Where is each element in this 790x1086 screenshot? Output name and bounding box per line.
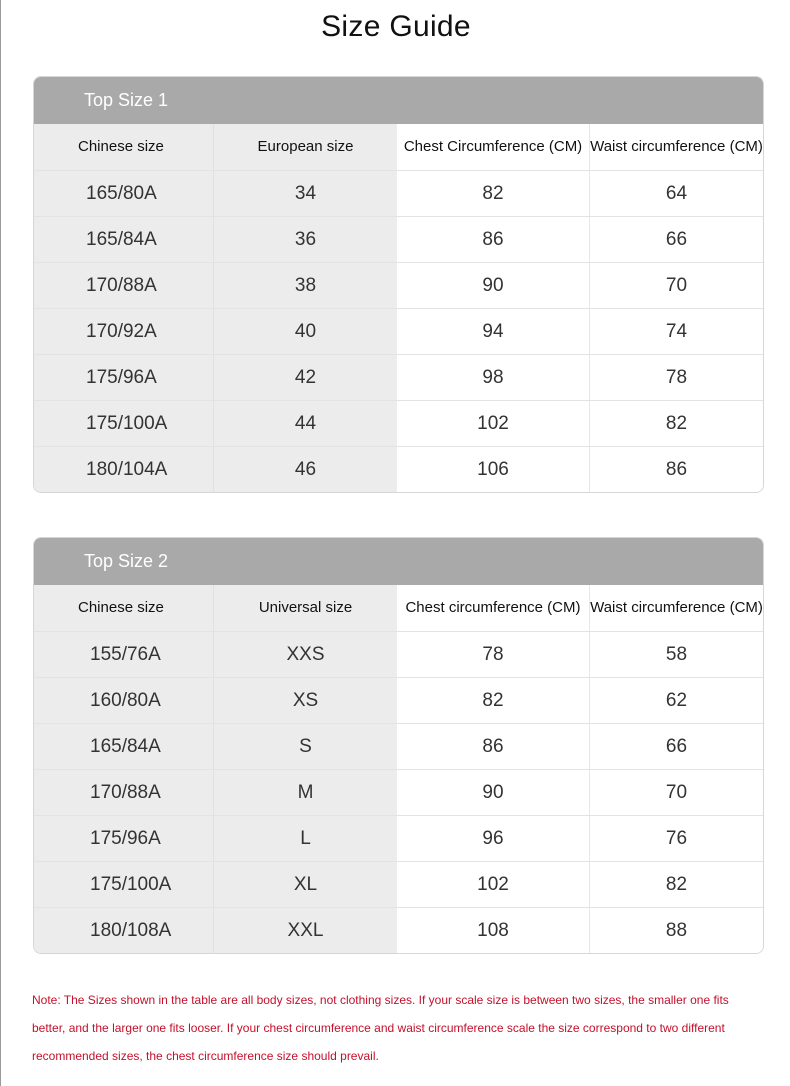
table-row bbox=[34, 262, 763, 308]
page-title: Size Guide bbox=[321, 10, 471, 43]
table-row bbox=[34, 446, 763, 492]
table-row bbox=[34, 769, 763, 815]
header-waist-circumference: Waist circumference (CM) bbox=[590, 124, 763, 170]
cell-universal-size: M bbox=[214, 770, 397, 815]
cell-european-size: 38 bbox=[214, 263, 397, 308]
header-waist-circumference: Waist circumference (CM) bbox=[590, 585, 763, 631]
cell-european-size: 44 bbox=[214, 401, 397, 446]
table-title: Top Size 2 bbox=[34, 538, 763, 585]
cell-chest: 98 bbox=[397, 355, 590, 400]
cell-chest: 94 bbox=[397, 309, 590, 354]
cell-waist: 76 bbox=[590, 816, 763, 861]
cell-chinese-size: 180/108A bbox=[34, 908, 214, 953]
table-row bbox=[34, 723, 763, 769]
table-row bbox=[34, 354, 763, 400]
table-row bbox=[34, 815, 763, 861]
table-row bbox=[34, 631, 763, 677]
cell-chinese-size: 170/92A bbox=[34, 309, 214, 354]
cell-universal-size: XL bbox=[214, 862, 397, 907]
cell-chest: 90 bbox=[397, 770, 590, 815]
cell-waist: 58 bbox=[590, 632, 763, 677]
cell-universal-size: S bbox=[214, 724, 397, 769]
cell-universal-size: L bbox=[214, 816, 397, 861]
cell-european-size: 42 bbox=[214, 355, 397, 400]
cell-universal-size: XXL bbox=[214, 908, 397, 953]
table-title: Top Size 1 bbox=[34, 77, 763, 124]
cell-chest: 78 bbox=[397, 632, 590, 677]
table-header-row bbox=[34, 585, 763, 631]
cell-european-size: 34 bbox=[214, 171, 397, 216]
cell-universal-size: XXS bbox=[214, 632, 397, 677]
cell-chinese-size: 180/104A bbox=[34, 447, 214, 492]
cell-chinese-size: 175/100A bbox=[34, 401, 214, 446]
table-row bbox=[34, 170, 763, 216]
size-table-top-size-2 bbox=[33, 537, 764, 954]
cell-chinese-size: 170/88A bbox=[34, 770, 214, 815]
cell-chest: 82 bbox=[397, 171, 590, 216]
cell-waist: 74 bbox=[590, 309, 763, 354]
table-row bbox=[34, 216, 763, 262]
cell-waist: 78 bbox=[590, 355, 763, 400]
table-row bbox=[34, 907, 763, 953]
cell-chinese-size: 160/80A bbox=[34, 678, 214, 723]
cell-chinese-size: 175/100A bbox=[34, 862, 214, 907]
cell-chest: 108 bbox=[397, 908, 590, 953]
header-chinese-size: Chinese size bbox=[34, 585, 214, 631]
table-row bbox=[34, 308, 763, 354]
size-note: Note: The Sizes shown in the table are all body sizes, not clothing sizes. If your scale size is between two sizes, the smaller one fits better, and the larger one fits looser. If your chest circumference and waist circumference scale the size correspond to two different recommended sizes, the chest circumference size should prevail. bbox=[32, 993, 729, 1063]
cell-chinese-size: 165/84A bbox=[34, 724, 214, 769]
cell-waist: 82 bbox=[590, 862, 763, 907]
header-chinese-size: Chinese size bbox=[34, 124, 214, 170]
cell-chinese-size: 175/96A bbox=[34, 816, 214, 861]
cell-chest: 102 bbox=[397, 862, 590, 907]
cell-waist: 64 bbox=[590, 171, 763, 216]
cell-chest: 86 bbox=[397, 724, 590, 769]
table-row bbox=[34, 861, 763, 907]
cell-waist: 82 bbox=[590, 401, 763, 446]
table-row bbox=[34, 400, 763, 446]
cell-chinese-size: 165/84A bbox=[34, 217, 214, 262]
cell-chest: 96 bbox=[397, 816, 590, 861]
header-universal-size: Universal size bbox=[214, 585, 397, 631]
cell-chest: 102 bbox=[397, 401, 590, 446]
cell-waist: 70 bbox=[590, 263, 763, 308]
cell-european-size: 36 bbox=[214, 217, 397, 262]
cell-chinese-size: 165/80A bbox=[34, 171, 214, 216]
cell-waist: 86 bbox=[590, 447, 763, 492]
header-chest-circumference: Chest circumference (CM) bbox=[397, 585, 590, 631]
cell-chinese-size: 155/76A bbox=[34, 632, 214, 677]
cell-chinese-size: 175/96A bbox=[34, 355, 214, 400]
cell-european-size: 40 bbox=[214, 309, 397, 354]
cell-waist: 66 bbox=[590, 724, 763, 769]
cell-waist: 66 bbox=[590, 217, 763, 262]
cell-chinese-size: 170/88A bbox=[34, 263, 214, 308]
cell-universal-size: XS bbox=[214, 678, 397, 723]
cell-chest: 90 bbox=[397, 263, 590, 308]
cell-waist: 70 bbox=[590, 770, 763, 815]
cell-chest: 106 bbox=[397, 447, 590, 492]
header-european-size: European size bbox=[214, 124, 397, 170]
cell-european-size: 46 bbox=[214, 447, 397, 492]
cell-chest: 86 bbox=[397, 217, 590, 262]
cell-waist: 62 bbox=[590, 678, 763, 723]
cell-waist: 88 bbox=[590, 908, 763, 953]
size-table-top-size-1 bbox=[33, 76, 764, 493]
header-chest-circumference: Chest Circumference (CM) bbox=[397, 124, 590, 170]
table-row bbox=[34, 677, 763, 723]
table-header-row bbox=[34, 124, 763, 170]
cell-chest: 82 bbox=[397, 678, 590, 723]
